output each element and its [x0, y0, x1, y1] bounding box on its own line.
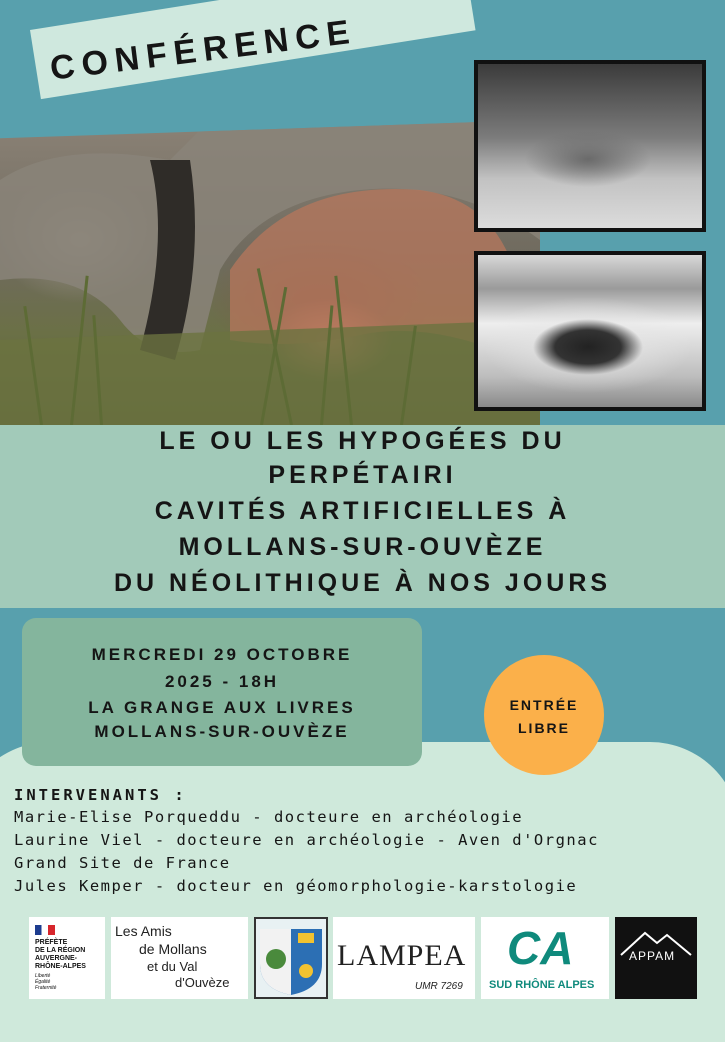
appam-logo: APPAM	[615, 917, 697, 999]
free-entry-line-1: ENTRÉE	[509, 697, 579, 713]
french-flag-icon	[35, 925, 55, 935]
subject-line-5: DU NÉOLITHIQUE À NOS JOURS	[113, 569, 612, 597]
event-town: MOLLANS-SUR-OUVÈZE	[94, 722, 350, 741]
mollans-crest-logo	[254, 917, 328, 999]
event-venue: LA GRANGE AUX LIVRES	[88, 698, 356, 717]
coat-of-arms-icon	[256, 919, 326, 997]
speaker-line-4: Jules Kemper - docteur en géomorphologie-karstologie	[14, 877, 578, 895]
event-time: 2025 - 18H	[164, 672, 280, 691]
bw-cave-photo-2	[474, 251, 706, 411]
bw-cave-photo-1	[474, 60, 706, 232]
speaker-line-1: Marie-Elise Porqueddu - docteure en archéologie	[14, 808, 524, 826]
amis-de-mollans-logo: Les Amis de Mollans et du Val d'Ouvèze	[111, 917, 248, 999]
subject-line-4: MOLLANS-SUR-OUVÈZE	[178, 533, 547, 561]
subject-line-1: LE OU LES HYPOGÉES DU	[159, 427, 566, 455]
subject-line-2: PERPÉTAIRI	[268, 461, 457, 489]
free-entry-line-2: LIBRE	[518, 720, 570, 736]
prefete-logo: PRÉFÈTE DE LA RÉGION AUVERGNE- RHÔNE-ALPES Liberté Égalité Fraternité	[29, 917, 105, 999]
free-entry-badge	[484, 655, 604, 775]
speaker-line-3: Grand Site de France	[14, 854, 231, 872]
credit-agricole-logo: CA SUD RHÔNE ALPES	[481, 917, 609, 999]
subject-band	[0, 425, 725, 608]
conference-title: CONFÉRENCE	[48, 12, 359, 88]
subject-line-3: CAVITÉS ARTIFICIELLES À	[154, 497, 571, 525]
event-info-box	[22, 618, 422, 766]
speaker-line-2: Laurine Viel - docteure en archéologie - Aven d'Orgnac	[14, 831, 599, 849]
event-date: MERCREDI 29 OCTOBRE	[91, 645, 353, 664]
speakers-heading: INTERVENANTS :	[14, 786, 187, 804]
cave-main-photo	[0, 120, 540, 425]
lampea-logo: LAMPEA UMR 7269	[333, 917, 475, 999]
